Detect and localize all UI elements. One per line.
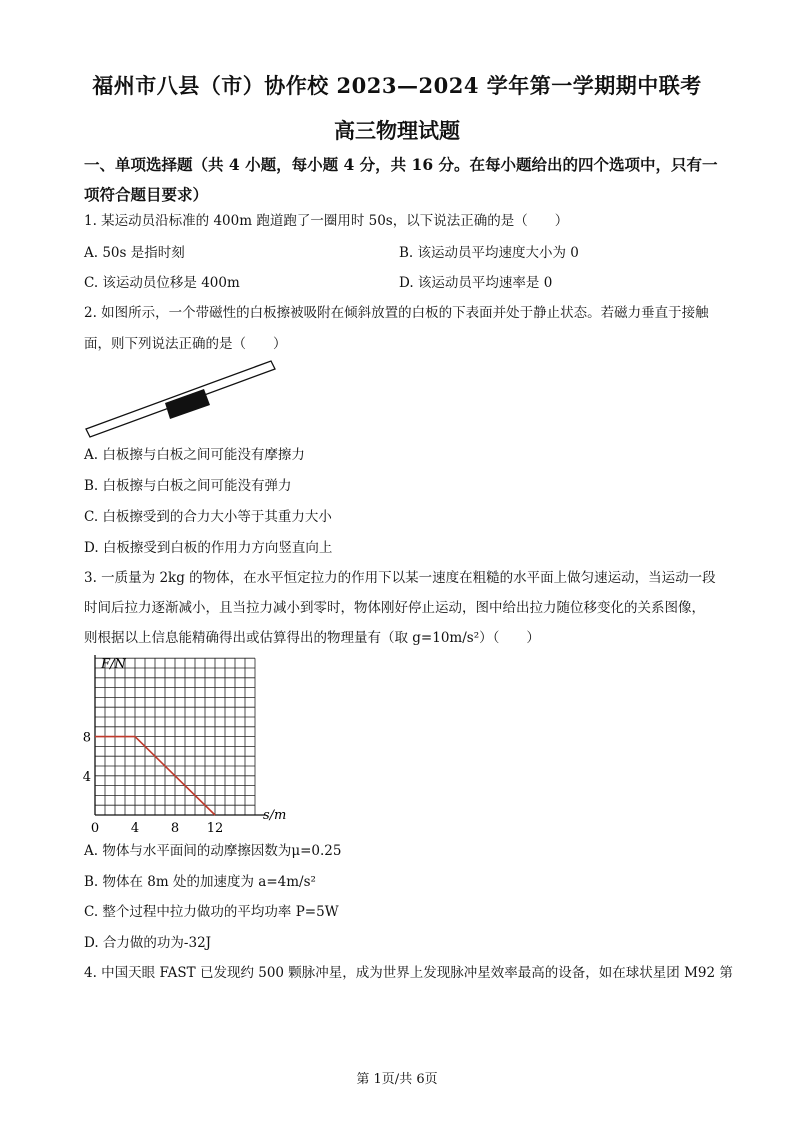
q1-option-a: A. 50s 是指时刻 — [84, 245, 185, 261]
q1-option-d: D. 该运动员平均速率是 0 — [399, 275, 553, 291]
q2-option-a: A. 白板擦与白板之间可能没有摩擦力 — [84, 447, 305, 463]
x-tick-label: 4 — [130, 821, 140, 835]
exam-title: 福州市八县（市）协作校 2023—2024 学年第一学期期中联考 — [92, 73, 702, 98]
x-tick-label: 8 — [170, 821, 180, 835]
q2-stem-line1: 2. 如图所示，一个带磁性的白板擦被吸附在倾斜放置的白板的下表面并处于静止状态。若磁力垂直于接触 — [84, 305, 709, 321]
x-tick-label: 0 — [90, 821, 100, 835]
section-heading: 一、单项选择题（共 4 小题，每小题 4 分，共 16 分。在每小题给出的四个选项中，只有一项符合题目要求） — [84, 155, 718, 204]
q3-stem-line2: 时间后拉力逐渐减小，且当拉力减小到零时，物体刚好停止运动，图中给出拉力随位移变化的关系图像， — [84, 600, 705, 616]
x-axis-label: s/m — [263, 808, 287, 823]
y-tick-label: 8 — [82, 730, 91, 746]
q1-option-c: C. 该运动员位移是 400m — [84, 275, 240, 291]
y-axis-label: F/N — [101, 657, 126, 672]
q1-stem: 1. 某运动员沿标准的 400m 跑道跑了一圈用时 50s，以下说法正确的是（ ） — [84, 213, 569, 229]
force-displacement-chart — [80, 655, 290, 835]
q3-option-c: C. 整个过程中拉力做功的平均功率 P=5W — [84, 904, 339, 920]
q2-option-d: D. 白板擦受到白板的作用力方向竖直向上 — [84, 540, 333, 556]
page-footer: 第 1页/共 6页 — [356, 1072, 438, 1087]
y-tick-label: 4 — [82, 769, 91, 785]
q2-option-c: C. 白板擦受到的合力大小等于其重力大小 — [84, 509, 332, 525]
whiteboard-figure — [84, 356, 284, 440]
x-tick-label: 12 — [206, 821, 224, 835]
q1-option-b: B. 该运动员平均速度大小为 0 — [399, 245, 579, 261]
q3-option-b: B. 物体在 8m 处的加速度为 a=4m/s² — [84, 874, 316, 890]
q4-stem-line1: 4. 中国天眼 FAST 已发现约 500 颗脉冲星，成为世界上发现脉冲星效率最高的设备，如在球状星团 M92 第 — [84, 965, 733, 981]
q3-stem-line3: 则根据以上信息能精确得出或估算得出的物理量有（取 g=10m/s²）（ ） — [84, 630, 540, 646]
q2-option-b: B. 白板擦与白板之间可能没有弹力 — [84, 478, 292, 494]
q3-stem-line1: 3. 一质量为 2kg 的物体，在水平恒定拉力的作用下以某一速度在粗糙的水平面上做匀速运动，当运动一段 — [84, 570, 716, 586]
exam-subtitle: 高三物理试题 — [334, 118, 460, 143]
q2-stem-line2: 面，则下列说法正确的是（ ） — [84, 336, 287, 352]
q3-option-d: D. 合力做的功为-32J — [84, 935, 212, 951]
q3-option-a: A. 物体与水平面间的动摩擦因数为μ=0.25 — [84, 843, 342, 859]
